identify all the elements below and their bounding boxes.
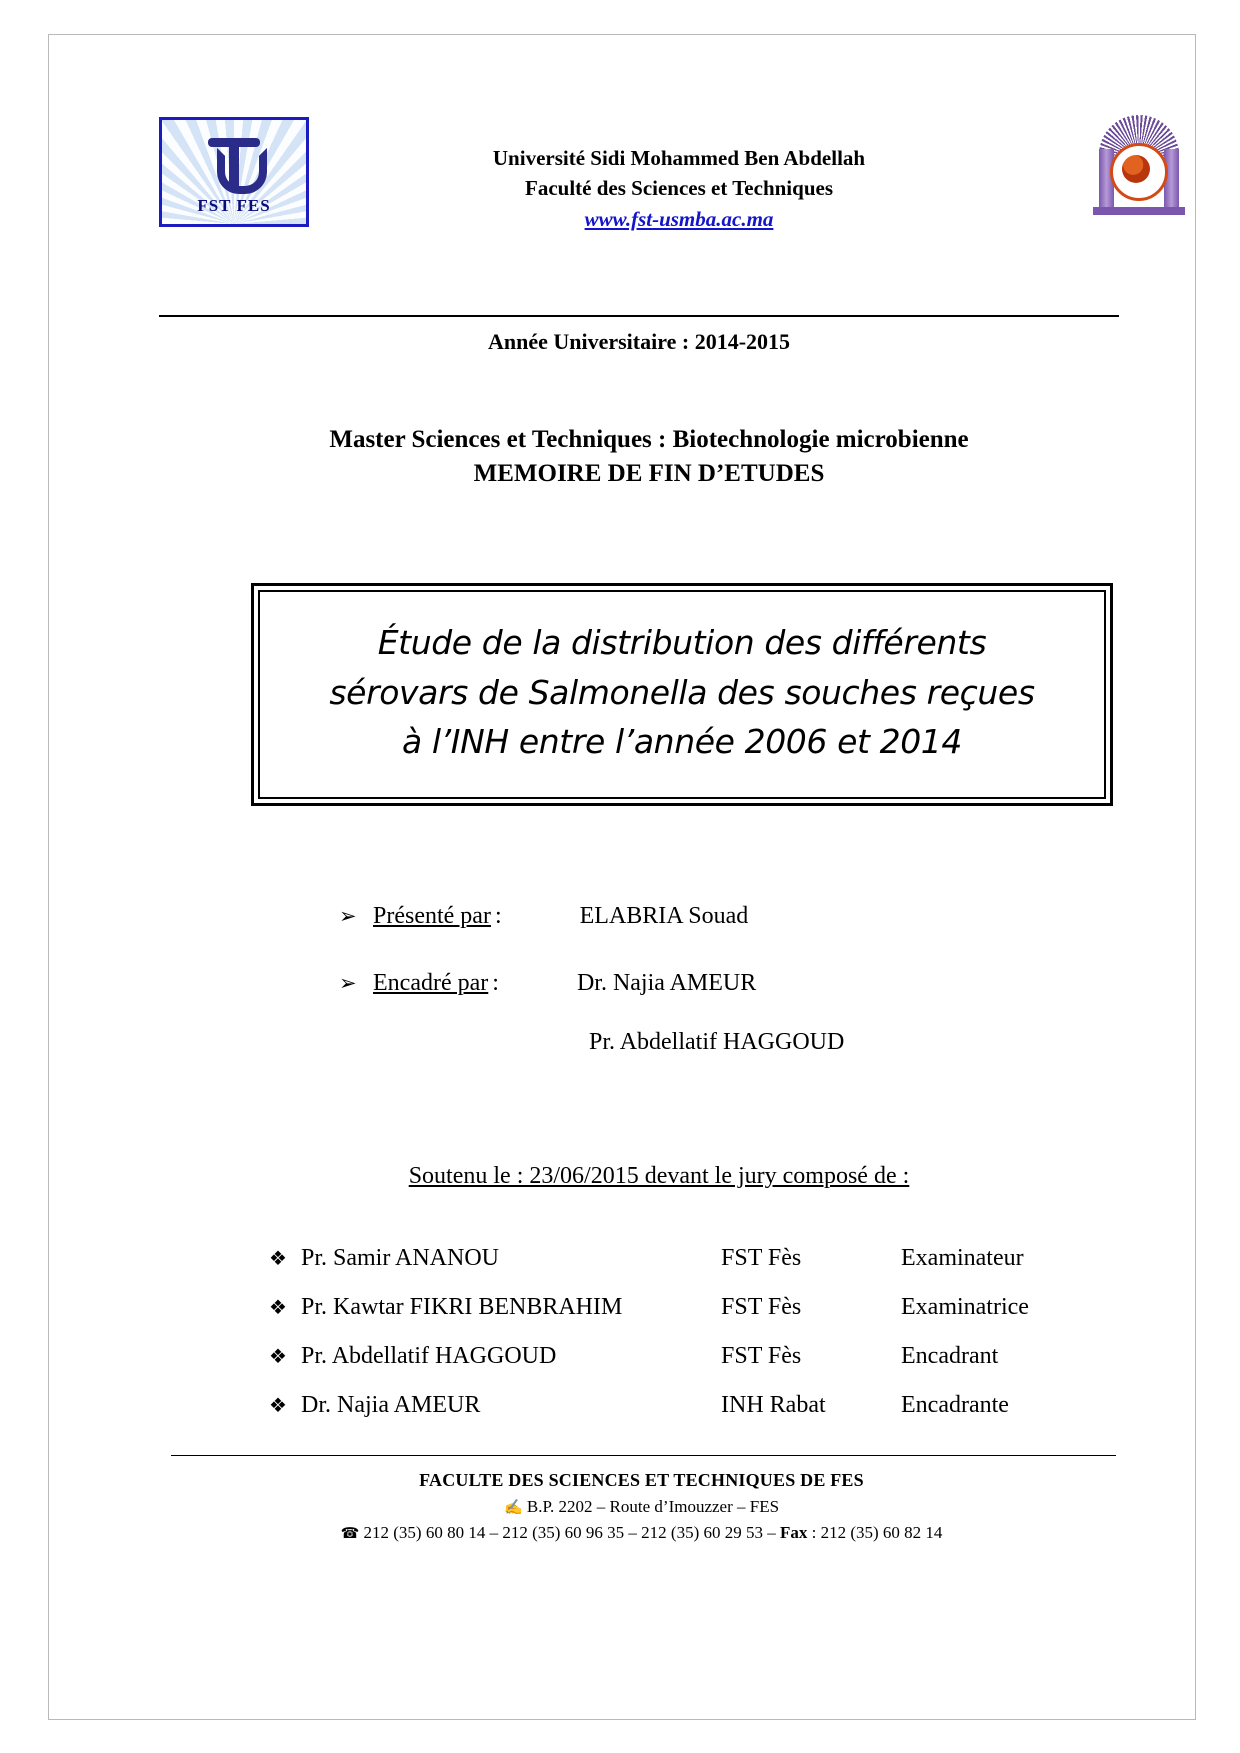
thesis-title-line-2: sérovars de Salmonella des souches reçues: [329, 672, 1035, 712]
footer-phones: 212 (35) 60 80 14 – 212 (35) 60 96 35 – 212 (35) 60 29 53 –: [363, 1522, 776, 1542]
jury-member-role: Encadrant: [901, 1343, 999, 1369]
thesis-title-line-3: à l’INH entre l’année 2006 et 2014: [401, 722, 962, 761]
jury-row: [269, 1392, 1169, 1419]
seal-disc-icon: [1110, 143, 1168, 201]
jury-row: [269, 1294, 1169, 1321]
faculty-website-link[interactable]: www.fst-usmba.ac.ma: [584, 206, 774, 231]
jury-member-role: Encadrante: [901, 1392, 1009, 1418]
authors-block: [339, 903, 1139, 1056]
jury-row: [269, 1245, 1169, 1272]
footer-divider: [171, 1455, 1116, 1456]
presented-by-colon: :: [494, 903, 502, 929]
diamond-bullet-icon: ❖: [269, 1346, 287, 1368]
footer-address: B.P. 2202 – Route d’Imouzzer – FES: [526, 1497, 780, 1516]
supervisor-name-1: Dr. Najia AMEUR: [576, 970, 757, 996]
faculty-name: Faculté des Sciences et Techniques: [525, 176, 833, 201]
diamond-bullet-icon: ❖: [269, 1395, 287, 1417]
jury-list: [269, 1245, 1169, 1441]
program-line-1: Master Sciences et Techniques : Biotechnologie microbienne: [329, 426, 969, 453]
footer-fax-label: Fax: [779, 1522, 808, 1542]
program-line-2: MEMOIRE DE FIN D’ETUDES: [473, 459, 825, 487]
jury-member-name: Pr. Samir ANANOU: [301, 1245, 500, 1271]
jury-member-name: Pr. Abdellatif HAGGOUD: [301, 1343, 557, 1369]
jury-member-affiliation: FST Fès: [721, 1245, 802, 1271]
mail-icon: ✍: [503, 1500, 523, 1516]
jury-member-affiliation: INH Rabat: [721, 1392, 826, 1418]
university-seal-logo: [1093, 115, 1185, 215]
page-sheet: [48, 34, 1196, 1720]
academic-year: Année Universitaire : 2014-2015: [487, 329, 791, 354]
thesis-title-box: [251, 583, 1113, 806]
seal-base-icon: [1093, 207, 1185, 215]
fst-fes-logo-label: FST FES: [197, 196, 271, 215]
thesis-title-inner: [258, 590, 1106, 799]
document-header: [159, 95, 1189, 235]
defense-line: [159, 1163, 1159, 1190]
jury-row: [269, 1343, 1169, 1370]
jury-member-name: Pr. Kawtar FIKRI BENBRAHIM: [301, 1294, 623, 1320]
arrow-bullet-icon: ➢: [339, 904, 357, 928]
presented-by-row: [339, 903, 1139, 930]
fst-fes-logo: [159, 117, 309, 227]
university-name: Université Sidi Mohammed Ben Abdellah: [492, 146, 866, 170]
supervised-by-label: Encadré par: [373, 970, 489, 996]
jury-member-affiliation: FST Fès: [721, 1294, 802, 1320]
arrow-bullet-icon: ➢: [339, 971, 357, 995]
supervised-by-colon: :: [492, 970, 499, 996]
program-block: [159, 423, 1139, 491]
diamond-bullet-icon: ❖: [269, 1297, 287, 1319]
footer-institution: FACULTE DES SCIENCES ET TECHNIQUES DE FES: [419, 1470, 864, 1490]
jury-member-name: Dr. Najia AMEUR: [301, 1392, 481, 1418]
footer-fax-value: : 212 (35) 60 82 14: [811, 1522, 943, 1542]
logo-monogram-icon: [208, 132, 260, 186]
header-divider: [159, 315, 1119, 317]
footer-contact-line: [159, 1520, 1124, 1546]
supervised-by-row: [339, 970, 1139, 997]
supervisor-name-2: Pr. Abdellatif HAGGOUD: [589, 1029, 845, 1055]
jury-member-affiliation: FST Fès: [721, 1343, 802, 1369]
document-footer: [159, 1467, 1124, 1545]
page-content: [159, 95, 1189, 1695]
phone-icon: ☎: [340, 1525, 360, 1542]
jury-member-role: Examinatrice: [901, 1294, 1029, 1320]
institution-block: [349, 143, 1009, 234]
presented-by-label: Présenté par: [373, 903, 491, 929]
footer-address-line: [159, 1494, 1124, 1520]
defense-text: Soutenu le : 23/06/2015 devant le jury composé de :: [408, 1163, 910, 1189]
presented-by-name: ELABRIA Souad: [579, 903, 749, 929]
diamond-bullet-icon: ❖: [269, 1248, 287, 1270]
thesis-title-line-1: Étude de la distribution des différents: [377, 623, 987, 662]
jury-member-role: Examinateur: [901, 1245, 1024, 1271]
